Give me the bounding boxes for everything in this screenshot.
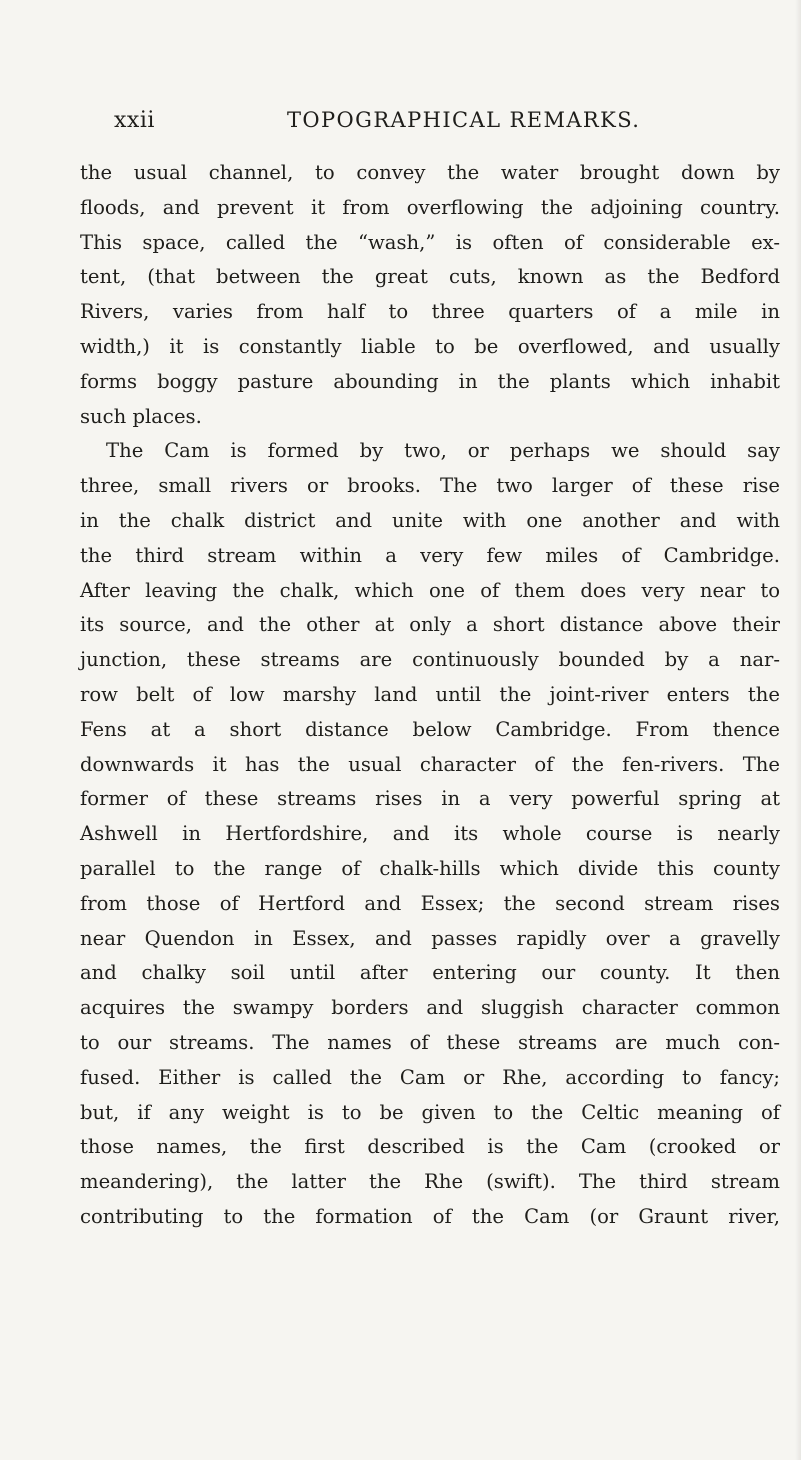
page-number: xxii: [114, 108, 155, 133]
text-line: the third stream within a very few miles of Cambridge.: [80, 543, 780, 567]
text-line: those names, the first described is the Cam (crooked or: [80, 1135, 780, 1159]
text-line: contributing to the formation of the Cam (or Graunt river,: [80, 1204, 780, 1228]
text-line: The Cam is formed by two, or perhaps we should say: [106, 439, 780, 463]
text-line: downwards it has the usual character of the fen-rivers. The: [80, 752, 780, 776]
text-line: acquires the swampy borders and sluggish character common: [80, 996, 780, 1020]
text-line: floods, and prevent it from overflowing the adjoining country.: [80, 195, 780, 219]
text-line: in the chalk district and unite with one another and with: [80, 508, 780, 532]
text-line: fused. Either is called the Cam or Rhe, according to fancy;: [80, 1065, 780, 1089]
text-line: former of these streams rises in a very powerful spring at: [80, 787, 780, 811]
page-heading: TOPOGRAPHICAL REMARKS.: [287, 108, 641, 132]
text-line: Fens at a short distance below Cambridge. From thence: [80, 717, 780, 741]
body-text: [80, 156, 780, 1235]
page-edge-shadow: [795, 0, 801, 1460]
text-line: tent, (that between the great cuts, known as the Bedford: [80, 265, 780, 289]
text-line: the usual channel, to convey the water brought down by: [80, 161, 780, 184]
text-line: forms boggy pasture abounding in the plants which inhabit: [80, 369, 780, 393]
text-line: to our streams. The names of these streams are much con-: [80, 1030, 780, 1054]
text-line: its source, and the other at only a short distance above their: [80, 613, 780, 637]
text-line: three, small rivers or brooks. The two larger of these rise: [80, 474, 780, 498]
text-line: width,) it is constantly liable to be overflowed, and usually: [80, 334, 780, 358]
text-line: Ashwell in Hertfordshire, and its whole course is nearly: [80, 822, 780, 846]
text-line: junction, these streams are continuously bounded by a nar-: [80, 648, 780, 672]
text-line: row belt of low marshy land until the joint-river enters the: [80, 682, 780, 706]
text-line: parallel to the range of chalk-hills which divide this county: [80, 856, 780, 880]
text-line: such places.: [80, 404, 202, 428]
text-line: After leaving the chalk, which one of them does very near to: [80, 578, 780, 602]
text-line: from those of Hertford and Essex; the second stream rises: [80, 891, 780, 915]
text-line: This space, called the “wash,” is often of considerable ex-: [80, 230, 780, 254]
text-line: Rivers, varies from half to three quarters of a mile in: [80, 300, 780, 324]
text-line: meandering), the latter the Rhe (swift). The third stream: [80, 1170, 780, 1194]
running-head: [0, 108, 801, 142]
text-line: and chalky soil until after entering our county. It then: [80, 961, 780, 985]
text-line: but, if any weight is to be given to the Celtic meaning of: [80, 1100, 780, 1124]
text-line: near Quendon in Essex, and passes rapidly over a gravelly: [80, 926, 780, 950]
